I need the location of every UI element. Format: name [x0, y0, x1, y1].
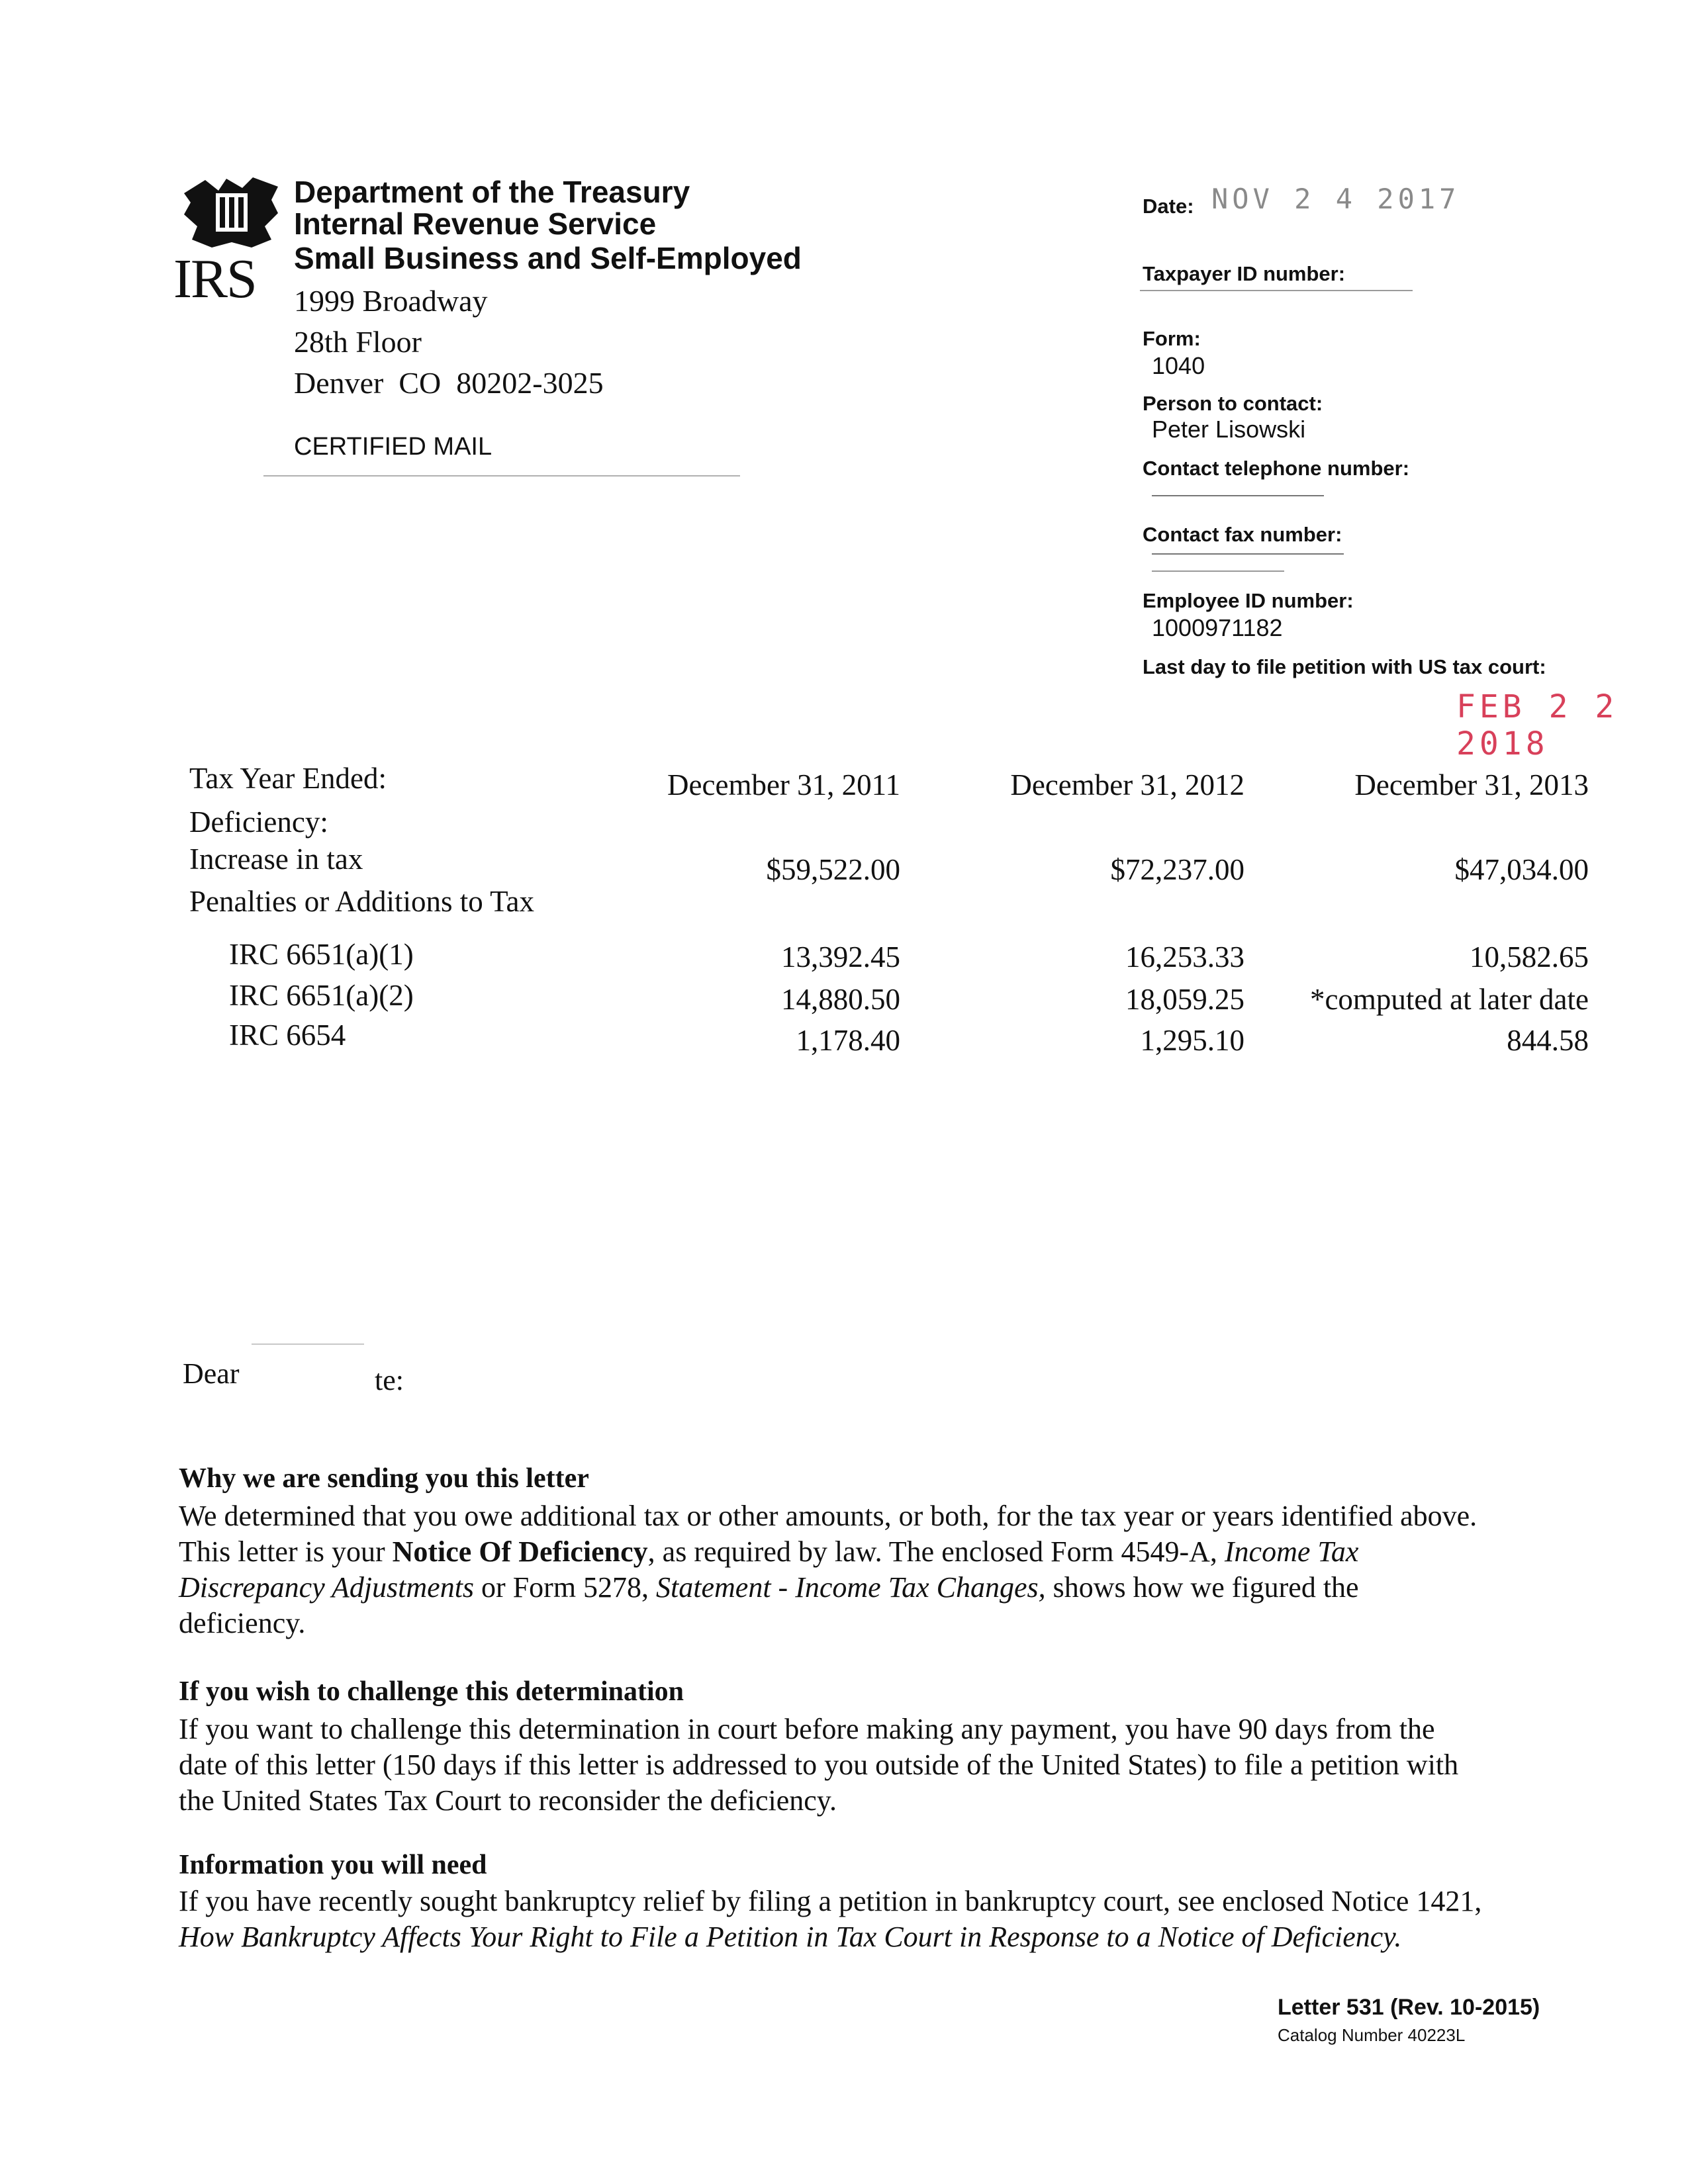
challenge-heading: If you wish to challenge this determination [179, 1676, 684, 1707]
divider [263, 475, 740, 477]
tax-year-label: Tax Year Ended: [189, 762, 387, 795]
why-line-3: Discrepancy Adjustments or Form 5278, Statement - Income Tax Changes, shows how we figured the [179, 1571, 1359, 1604]
penalty-value: 844.58 [1507, 1024, 1589, 1057]
penalty-value: 18,059.25 [1125, 983, 1244, 1016]
year-header-2013: December 31, 2013 [1354, 768, 1589, 801]
info-paragraph [179, 1884, 1602, 1955]
irs-eagle-logo [173, 173, 283, 310]
phone-label: Contact telephone number: [1143, 457, 1410, 480]
year-header-2011: December 31, 2011 [667, 768, 900, 801]
address-line-1: 1999 Broadway [294, 284, 488, 318]
deficiency-label: Deficiency: [189, 805, 328, 839]
year-header-2012: December 31, 2012 [1010, 768, 1244, 801]
penalty-value: *computed at later date [1309, 983, 1589, 1016]
penalty-row-label: IRC 6651(a)(2) [229, 979, 414, 1012]
agency-line-3: Small Business and Self-Employed [294, 241, 802, 275]
why-line-2: This letter is your Notice Of Deficiency, as required by law. The enclosed Form 4549-A, Income Tax [179, 1535, 1359, 1568]
form-value: 1040 [1152, 352, 1205, 379]
penalty-value: 14,880.50 [781, 983, 900, 1016]
taxpayer-id-underline [1140, 290, 1413, 291]
increase-2013: $47,034.00 [1454, 853, 1589, 886]
fax-label: Contact fax number: [1143, 523, 1342, 546]
catalog-number: Catalog Number 40223L [1278, 2025, 1466, 2045]
penalty-value: 13,392.45 [781, 940, 900, 974]
taxpayer-id-label: Taxpayer ID number: [1143, 262, 1346, 285]
penalty-value: 1,295.10 [1140, 1024, 1244, 1057]
certified-mail-label: CERTIFIED MAIL [294, 433, 492, 461]
challenge-line-2: date of this letter (150 days if this letter is addressed to you outside of the United States) to file a petition with [179, 1749, 1459, 1781]
date-label: Date: [1143, 195, 1194, 218]
info-line-1: If you have recently sought bankruptcy relief by filing a petition in bankruptcy court, see enclosed Notice 1421, [179, 1885, 1482, 1917]
info-heading: Information you will need [179, 1850, 487, 1880]
challenge-line-1: If you want to challenge this determination in court before making any payment, you have 90 days from the [179, 1713, 1435, 1745]
challenge-paragraph [179, 1711, 1602, 1819]
address-line-3: Denver CO 80202-3025 [294, 366, 604, 400]
fax-redacted [1152, 553, 1344, 555]
penalty-value: 1,178.40 [796, 1024, 900, 1057]
penalties-label: Penalties or Additions to Tax [189, 885, 534, 918]
phone-redacted [1152, 495, 1324, 496]
increase-in-tax-label: Increase in tax [189, 842, 363, 876]
contact-person-value: Peter Lisowski [1152, 416, 1306, 443]
irs-logo-text: IRS [173, 248, 256, 310]
why-line-4: deficiency. [179, 1607, 306, 1639]
agency-line-2: Internal Revenue Service [294, 206, 657, 241]
form-label: Form: [1143, 327, 1201, 350]
challenge-line-3: the United States Tax Court to reconsider the deficiency. [179, 1784, 837, 1817]
employee-id-value: 1000971182 [1152, 614, 1283, 641]
why-heading: Why we are sending you this letter [179, 1463, 589, 1494]
increase-2012: $72,237.00 [1110, 853, 1244, 886]
petition-deadline-label: Last day to file petition with US tax court: [1143, 655, 1546, 678]
fax-redacted-2 [1152, 570, 1284, 572]
why-paragraph [179, 1498, 1602, 1641]
address-line-2: 28th Floor [294, 325, 422, 359]
increase-2011: $59,522.00 [766, 853, 900, 886]
employee-id-label: Employee ID number: [1143, 589, 1354, 612]
penalty-value: 10,582.65 [1470, 940, 1589, 974]
info-line-2: How Bankruptcy Affects Your Right to File a Petition in Tax Court in Response to a Notice of Deficiency. [179, 1921, 1402, 1953]
penalty-value: 16,253.33 [1125, 940, 1244, 974]
salutation-rest: te: [375, 1364, 404, 1396]
letter-number: Letter 531 (Rev. 10-2015) [1278, 1995, 1540, 2020]
redaction-mark [252, 1343, 364, 1345]
contact-person-label: Person to contact: [1143, 392, 1323, 415]
salutation-dear: Dear [183, 1357, 240, 1390]
date-stamp: NOV 2 4 2017 [1211, 183, 1460, 215]
penalty-row-label: IRC 6651(a)(1) [229, 938, 414, 971]
why-line-1: We determined that you owe additional tax or other amounts, or both, for the tax year or years identified above. [179, 1500, 1477, 1532]
agency-line-1: Department of the Treasury [294, 175, 690, 209]
penalty-row-label: IRC 6654 [229, 1019, 346, 1052]
petition-deadline-stamp: FEB 2 2 2018 [1456, 688, 1618, 762]
